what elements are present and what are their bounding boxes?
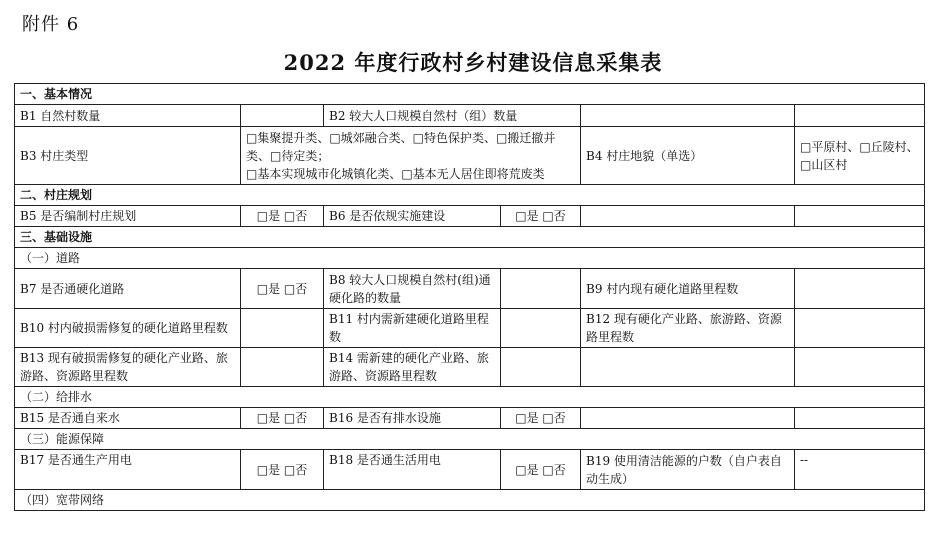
b17-label: B17 是否通生产用电 [15, 450, 241, 490]
b2-extra [795, 105, 925, 127]
attachment-label: 附件 6 [22, 14, 80, 35]
b12-label: B12 现有硬化产业路、旅游路、资源路里程数 [581, 309, 795, 348]
b14-value[interactable] [501, 348, 581, 387]
blank-cell-r9b [795, 348, 925, 387]
b10-label: B10 村内破损需修复的硬化道路里程数 [15, 309, 241, 348]
subsection-energy: （三）能源保障 [15, 429, 925, 450]
b10-value[interactable] [241, 309, 324, 348]
form-title: 2022 年度行政村乡村建设信息采集表 [283, 50, 663, 75]
b7-label: B7 是否通硬化道路 [15, 269, 241, 309]
b6-yes-no[interactable]: □是 □否 [501, 206, 581, 227]
b8-label: B8 较大人口规模自然村(组)通硬化路的数量 [324, 269, 501, 309]
b1-value[interactable] [241, 105, 324, 127]
b18-label: B18 是否通生活用电 [324, 450, 501, 490]
info-collection-table [14, 83, 925, 511]
subsection-broadband: （四）宽带网络 [15, 490, 925, 511]
b13-label: B13 现有破损需修复的硬化产业路、旅游路、资源路里程数 [15, 348, 241, 387]
b8-value[interactable] [501, 269, 581, 309]
subsection-water: （二）给排水 [15, 387, 925, 408]
section-basic: 一、基本情况 [15, 84, 925, 105]
b13-value[interactable] [241, 348, 324, 387]
b16-yes-no[interactable]: □是 □否 [501, 408, 581, 429]
b11-value[interactable] [501, 309, 581, 348]
b4-label: B4 村庄地貌（单选） [581, 127, 795, 185]
b18-yes-no[interactable]: □是 □否 [501, 450, 581, 490]
b9-value[interactable] [795, 269, 925, 309]
b6-blank [581, 206, 795, 227]
blank-cell-r11b [795, 408, 925, 429]
b3-options-line2: □基本实现城市化城镇化类、□基本无人居住即将荒废类 [246, 166, 545, 181]
b3-options[interactable] [241, 127, 581, 185]
b5-yes-no[interactable]: □是 □否 [241, 206, 324, 227]
b5-label: B5 是否编制村庄规划 [15, 206, 241, 227]
b7-yes-no[interactable]: □是 □否 [241, 269, 324, 309]
b11-label: B11 村内需新建硬化道路里程数 [324, 309, 501, 348]
b12-value[interactable] [795, 309, 925, 348]
b14-label: B14 需新建的硬化产业路、旅游路、资源路里程数 [324, 348, 501, 387]
b9-label: B9 村内现有硬化道路里程数 [581, 269, 795, 309]
b6-label: B6 是否依规实施建设 [324, 206, 501, 227]
b17-yes-no[interactable]: □是 □否 [241, 450, 324, 490]
b15-yes-no[interactable]: □是 □否 [241, 408, 324, 429]
b19-value: -- [795, 450, 925, 490]
section-planning: 二、村庄规划 [15, 185, 925, 206]
b16-label: B16 是否有排水设施 [324, 408, 501, 429]
b6-blank-2 [795, 206, 925, 227]
b4-options[interactable]: □平原村、□丘陵村、□山区村 [795, 127, 925, 185]
blank-cell-r9 [581, 348, 795, 387]
b3-label: B3 村庄类型 [15, 127, 241, 185]
b19-label: B19 使用清洁能源的户数（自户表自动生成） [581, 450, 795, 490]
b3-options-line1: □集聚提升类、□城郊融合类、□特色保护类、□搬迁撤并类、□待定类； [246, 130, 556, 163]
b2-label: B2 较大人口规模自然村（组）数量 [324, 105, 581, 127]
subsection-road: （一）道路 [15, 248, 925, 269]
section-infrastructure: 三、基础设施 [15, 227, 925, 248]
b2-value[interactable] [581, 105, 795, 127]
b1-label: B1 自然村数量 [15, 105, 241, 127]
b15-label: B15 是否通自来水 [15, 408, 241, 429]
blank-cell-r11 [581, 408, 795, 429]
